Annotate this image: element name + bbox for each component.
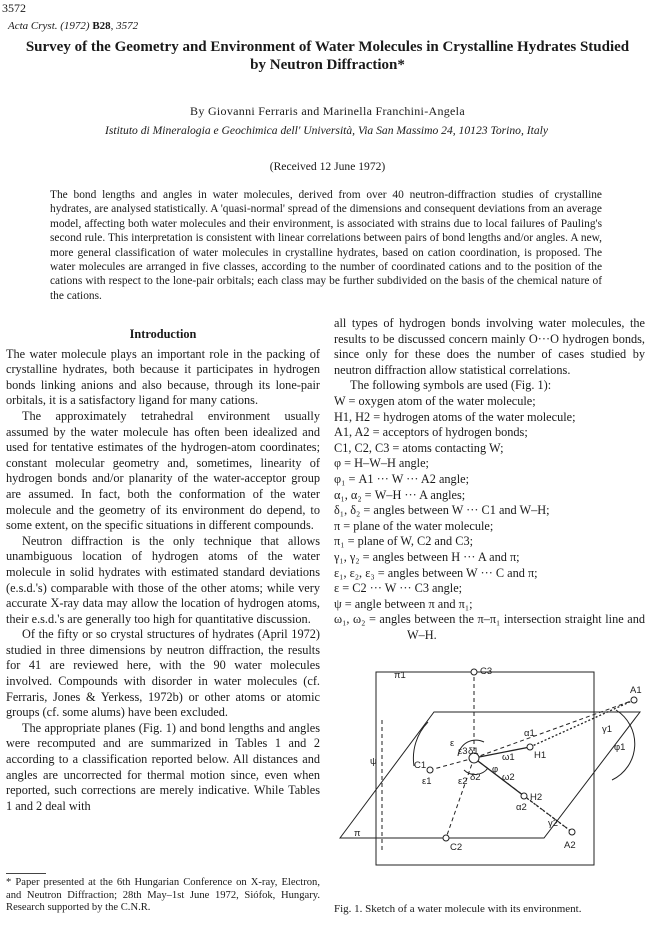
symbol-definition: φ = H–W–H angle; xyxy=(334,456,429,471)
journal-year: (1972) xyxy=(60,20,90,32)
body-paragraph: The approximately tetrahedral environment usually assumed by the water molecule has often been idealized and used for tentative estimates of the hydrogen-atom coordinates; constant molecular geometry and, sometimes, linearity of hydrogen bonds and/or planarity of the water-acceptor group are assumed. In fact, both the conformation of the water molecule and the geometry of its environment do depend, to some extent, on the specific situations in different compounds. xyxy=(6,408,320,533)
abstract: The bond lengths and angles in water molecules, derived from over 40 neutron-diffraction studies of crystalline hydrates, are analysed statistically. A 'quasi-normal' spread of the dimensions and consequent deviations from an average model, affecting both water molecules and their environment, is associated with strains due to local failures of Pauling's second rule. This interpretation is consistent with linear correlations between pairs of bond lengths and/or angles. A new, more general classification of water molecules in crystalline hydrates, based on cation coordination, is proposed. The water molecules are arranged in five classes, according to the number of coordinated cations and to the position of the cations with respect to the lone-pair orbitals; each class may be further subdivided on the basis of the chemical nature of the cations. xyxy=(50,189,602,302)
label-c2: C2 xyxy=(450,842,463,853)
label-pi1: π1 xyxy=(394,670,406,681)
label-e: ε xyxy=(450,738,455,749)
label-w1: ω1 xyxy=(502,752,515,763)
bond-w-h2 xyxy=(474,758,524,796)
plane-pi xyxy=(340,712,640,838)
label-pi: π xyxy=(354,828,361,839)
atom-h2 xyxy=(521,793,527,799)
body-paragraph: The appropriate planes (Fig. 1) and bond lengths and angles were recomputed and are summarized in Tables 1 and 2 according to a classification reported below. All distances and angles are uncorrected for thermal motion since, even when reported, such corrections are merely indicative. While Tables 1 and 2 deal with xyxy=(6,720,320,813)
label-d1: δ1 xyxy=(468,746,479,757)
footnote-rule xyxy=(6,873,46,874)
journal-citation xyxy=(8,20,138,32)
symbol-definition: H1, H2 = hydrogen atoms of the water molecule; xyxy=(334,409,576,424)
symbol-definition: φ₁ = A1 ··· W ··· A2 angle; xyxy=(334,471,469,486)
symbol-definition: ε = C2 ··· W ··· C3 angle; xyxy=(334,581,463,596)
label-gamma1: γ1 xyxy=(602,724,613,735)
body-paragraph: Of the fifty or so crystal structures of hydrates (April 1972) studied in three dimensions by neutron diffraction, the results for 41 are reviewed here, with the 90 water molecules involved. Compounds with disorder in water molecules (cf. Ferraris, Jones & Yerkess, 1972b) or other atoms or atomic groups (cf. some alums) have been excluded. xyxy=(6,627,320,720)
label-alpha1: α1 xyxy=(524,728,535,739)
label-a1: A1 xyxy=(630,685,642,696)
journal-page: 3572 xyxy=(116,20,139,32)
label-d2: δ2 xyxy=(470,772,481,783)
symbol-definition: π = plane of the water molecule; xyxy=(334,518,494,533)
label-h1: H1 xyxy=(534,750,547,761)
symbol-definition: ω₁, ω₂ = angles between the π–π₁ intersection straight line and W–H. xyxy=(334,612,645,642)
journal-name: Acta Cryst. xyxy=(8,20,58,32)
page-number: 3572 xyxy=(2,1,26,15)
body-paragraph: Neutron diffraction is the only technique that allows unambiguous location of hydrogen atoms of the water molecule in solid hydrates with estimated standard deviations (e.s.d.'s) comparable with those of the other atoms; while very accurate X-ray data may allow the location of hydrogen atoms, their e.s.d.'s are generally too high for quantitative discussion. xyxy=(6,533,320,626)
symbol-definition: α₁, α₂ = W–H ··· A angles; xyxy=(334,487,466,502)
label-c1: C1 xyxy=(414,760,427,771)
body-paragraph: all types of hydrogen bonds involving water molecules, the results to be discussed concern mainly O···O hydrogen bonds, since only for these does the number of cases studied by neutron diffraction allow statistical correlations. xyxy=(334,316,645,377)
paper-title: Survey of the Geometry and Environment of Water Molecules in Crystalline Hydrates Studied by Neutron Diffraction* xyxy=(25,39,630,73)
label-h2: H2 xyxy=(530,792,543,803)
symbol-definition: A1, A2 = acceptors of hydrogen bonds; xyxy=(334,425,528,440)
label-e3: ε3 xyxy=(458,746,468,757)
atom-a1 xyxy=(631,697,637,703)
symbol-definition: γ₁, γ₂ = angles between H ··· A and π; xyxy=(334,549,520,564)
section-heading-introduction: Introduction xyxy=(129,327,197,341)
atom-c1 xyxy=(427,767,433,773)
symbol-definition: π₁ = plane of W, C2 and C3; xyxy=(334,534,474,549)
atom-c3 xyxy=(471,669,477,675)
citation-sep: , xyxy=(110,20,117,32)
label-e2: ε2 xyxy=(458,776,468,787)
paper-affiliation: Istituto di Mineralogia e Geochimica dell' Università, Via San Massimo 24, 10123 Torino, Italy xyxy=(104,124,548,137)
label-e1: ε1 xyxy=(422,776,432,787)
symbol-definition: W = oxygen atom of the water molecule; xyxy=(334,393,536,408)
body-paragraph: The water molecule plays an important role in the packing of crystalline hydrates, both because it participates in hydrogen bonds linking anions and also because, through its lone-pair orbitals, it is a satisfactory ligand for many cations. xyxy=(6,346,320,408)
symbol-definition: δ₁, δ₂ = angles between W ··· C1 and W–H; xyxy=(334,503,550,518)
label-phi1: φ1 xyxy=(614,742,626,753)
left-column xyxy=(6,327,320,814)
symbol-definition: C1, C2, C3 = atoms contacting W; xyxy=(334,440,504,455)
symbol-definition: ε₁, ε₂, ε₃ = angles between W ··· C and π; xyxy=(334,565,538,580)
label-psi: ψ xyxy=(370,756,377,767)
water-molecule-sketch xyxy=(334,660,645,900)
right-column xyxy=(334,316,645,643)
atom-h1 xyxy=(527,744,533,750)
atom-c2 xyxy=(443,835,449,841)
label-c3: C3 xyxy=(480,666,493,677)
symbols-lead: The following symbols are used (Fig. 1): xyxy=(350,378,552,393)
label-phi: φ xyxy=(492,764,499,775)
label-a2: A2 xyxy=(564,840,576,851)
label-gamma2: γ2 xyxy=(548,818,559,829)
plane-pi1 xyxy=(376,672,594,865)
symbol-definition: ψ = angle between π and π₁; xyxy=(334,596,473,611)
label-alpha2: α2 xyxy=(516,802,527,813)
paper-authors: By Giovanni Ferraris and Marinella Franchini-Angela xyxy=(190,104,465,118)
atom-a2 xyxy=(569,829,575,835)
received-date: (Received 12 June 1972) xyxy=(269,160,386,173)
figure-caption: Fig. 1. Sketch of a water molecule with its environment. xyxy=(334,903,582,915)
journal-volume: B28 xyxy=(92,20,111,32)
footnote: * Paper presented at the 6th Hungarian Conference on X-ray, Electron, and Neutron Diffraction; 28th May–1st June 1972, Siófok, Hungary. Research supported by the C.N.R. xyxy=(6,877,320,914)
label-w2: ω2 xyxy=(502,772,515,783)
